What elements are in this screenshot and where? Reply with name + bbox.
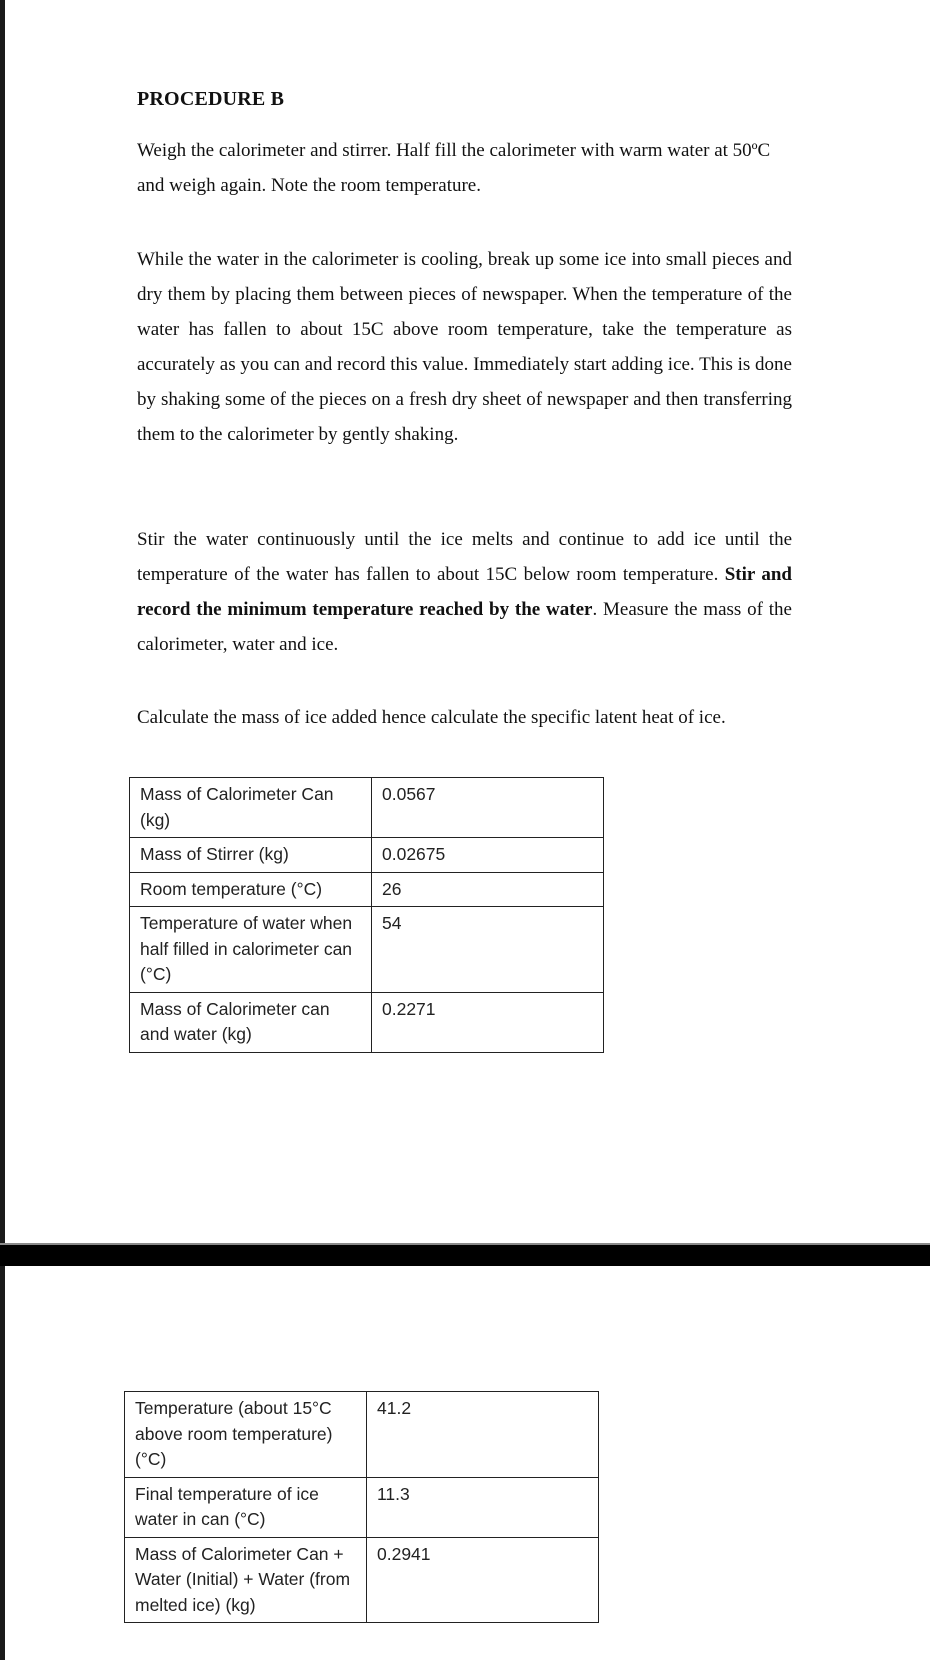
table-row: [130, 838, 604, 873]
paragraph-cooling: While the water in the calorimeter is cooling, break up some ice into small pieces and dry them by placing them between pieces of newspaper. When the temperature of the water has fallen to about 15C above room temperature, take the temperature as accurately as you can and record this value. Immediately start adding ice. This is done by shaking some of the pieces on a fresh dry sheet of newspaper and then transferring them to the calorimeter by gently shaking.: [137, 249, 792, 445]
row-value: 54: [372, 907, 604, 993]
measurements-table-2: [124, 1391, 599, 1623]
row-value: 0.2941: [367, 1537, 599, 1623]
row-value: 0.0567: [372, 778, 604, 838]
row-label: Mass of Calorimeter can and water (kg): [130, 992, 372, 1052]
row-value: 41.2: [367, 1392, 599, 1478]
row-value: 26: [372, 872, 604, 907]
procedure-heading: PROCEDURE B: [137, 88, 285, 110]
measurements-table-1: [129, 777, 604, 1053]
stir-instruction-bold: Stir and record the minimum temperature reached by the water: [137, 564, 792, 620]
table-row: [130, 778, 604, 838]
stir-text-end: . Measure the mass of the calorimeter, water and ice.: [137, 599, 792, 655]
row-label: Mass of Stirrer (kg): [130, 838, 372, 873]
table-row: [130, 872, 604, 907]
table-row: [125, 1537, 599, 1623]
row-label: Room temperature (°C): [130, 872, 372, 907]
page-break: [0, 1245, 930, 1266]
paragraph-weigh: Weigh the calorimeter and stirrer. Half fill the calorimeter with warm water at 50ºC and weigh again. Note the room temperature.: [137, 140, 771, 196]
table-row: [130, 992, 604, 1052]
page-1: [5, 0, 930, 1243]
table-row: [130, 907, 604, 993]
row-label: Temperature (about 15°C above room temperature) (°C): [125, 1392, 367, 1478]
row-value: 11.3: [367, 1477, 599, 1537]
paragraph-calculate: Calculate the mass of ice added hence calculate the specific latent heat of ice.: [137, 707, 726, 728]
table-row: [125, 1392, 599, 1478]
table-row: [125, 1477, 599, 1537]
row-value: 0.2271: [372, 992, 604, 1052]
row-label: Mass of Calorimeter Can + Water (Initial) + Water (from melted ice) (kg): [125, 1537, 367, 1623]
row-label: Final temperature of ice water in can (°C): [125, 1477, 367, 1537]
row-value: 0.02675: [372, 838, 604, 873]
stir-text-start: Stir the water continuously until the ice melts and continue to add ice until the temperature of the water has fallen to about 15C below room temperature.: [137, 529, 792, 585]
row-label: Mass of Calorimeter Can (kg): [130, 778, 372, 838]
paragraph-stir: [137, 522, 792, 662]
row-label: Temperature of water when half filled in calorimeter can (°C): [130, 907, 372, 993]
